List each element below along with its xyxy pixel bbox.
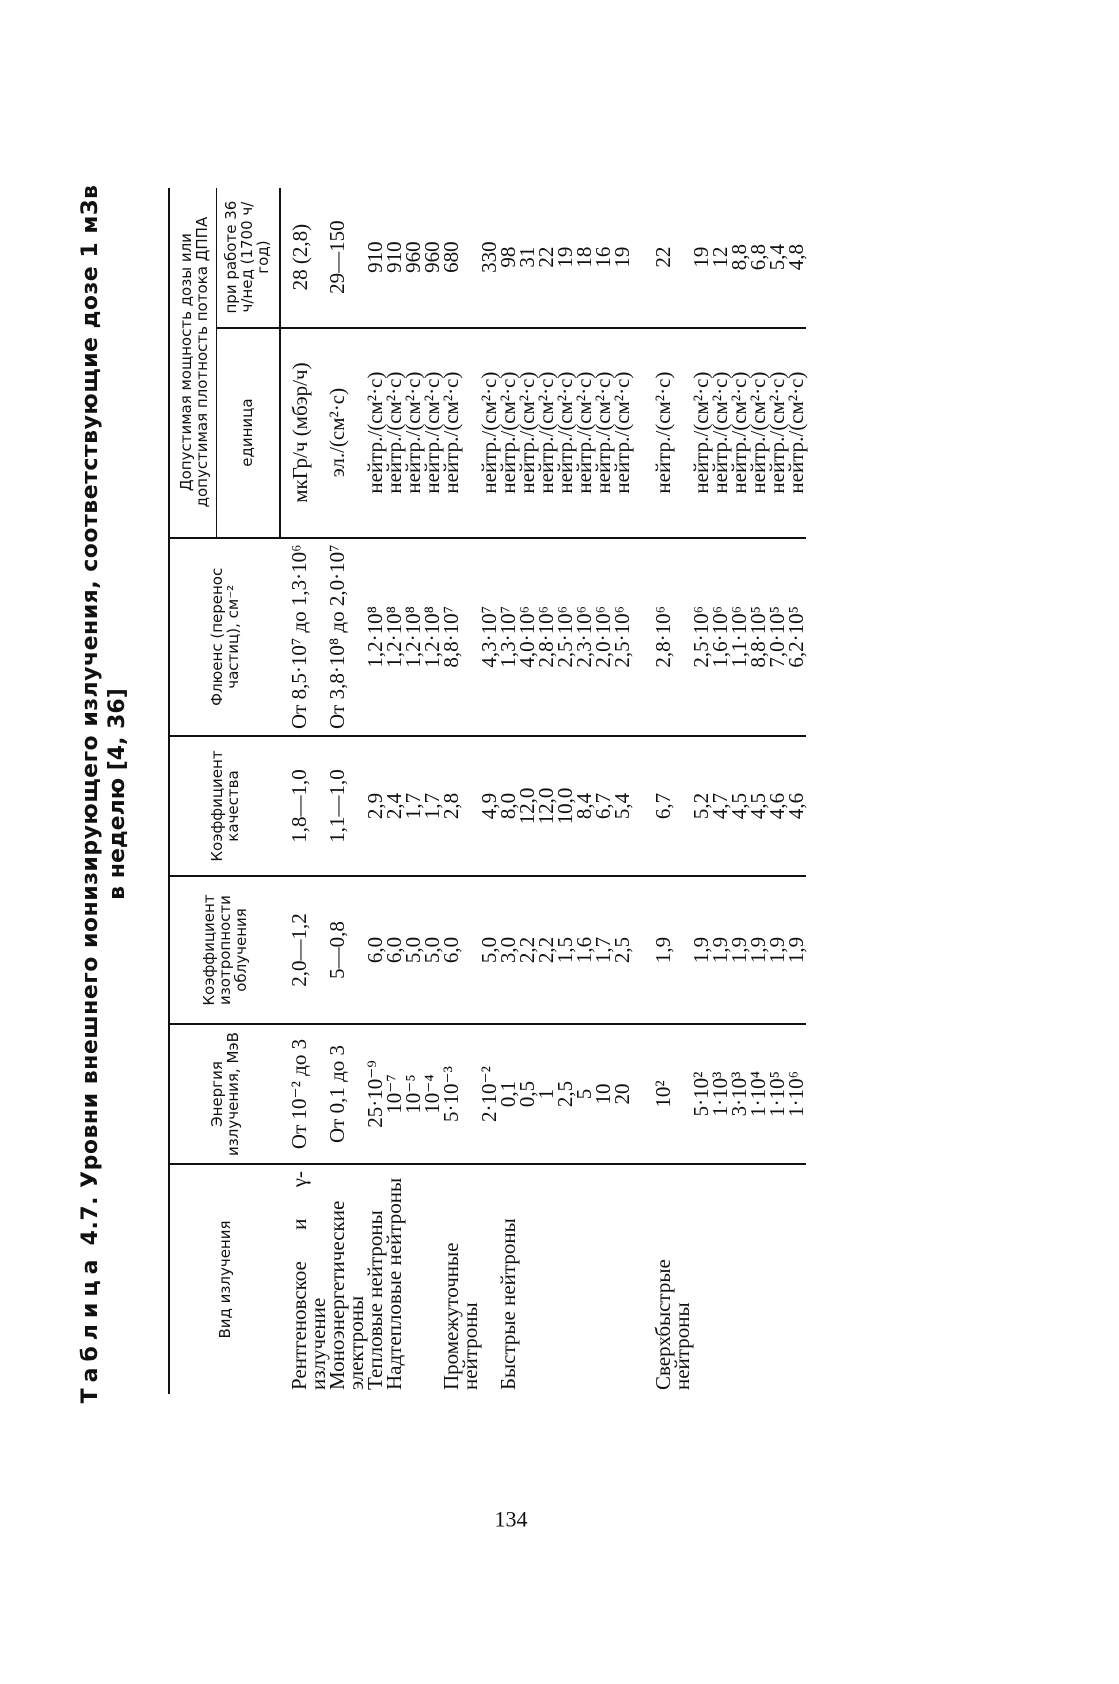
cell-quality: 12,0 bbox=[518, 736, 537, 876]
cell-quality: 4,6 bbox=[787, 736, 806, 876]
cell-value: 910 bbox=[385, 188, 404, 328]
cell-isotropy: 2,5 bbox=[613, 876, 632, 1024]
cell-value: 960 bbox=[404, 188, 423, 328]
header-group: Допустимая мощность дозы или допустимая плотность потока ДППА bbox=[169, 188, 217, 538]
cell-quality: 4,5 bbox=[749, 736, 768, 876]
cell-isotropy: 1,9 bbox=[692, 876, 711, 1024]
cell-kind: Тепловые нейтроны bbox=[363, 1210, 387, 1390]
table-row bbox=[556, 188, 575, 1394]
cell-value: 22 bbox=[632, 188, 692, 328]
table-row bbox=[594, 188, 613, 1394]
cell-unit: нейтр./(см²·с) bbox=[575, 328, 594, 538]
table-row bbox=[613, 188, 632, 1394]
cell-fluence: 2,5·10⁶ bbox=[692, 538, 711, 736]
table-row bbox=[749, 188, 768, 1394]
table-row bbox=[423, 188, 442, 1394]
caption-label: Таблица bbox=[78, 1253, 103, 1404]
cell-kind: Моноэнергетические электроны bbox=[325, 1200, 368, 1390]
cell-energy: 10⁻⁵ bbox=[404, 1024, 423, 1164]
cell-quality: 5,4 bbox=[613, 736, 632, 876]
caption-title-1: Уровни внешнего ионизирующего излучения, соответствующие дозе 1 мЗв bbox=[78, 184, 103, 1188]
cell-fluence: 4,3·10⁷ bbox=[480, 538, 499, 736]
cell-kind: Надтепловые нейтроны bbox=[382, 1177, 406, 1390]
cell-fluence: 4,0·10⁶ bbox=[518, 538, 537, 736]
cell-value: 4,8 bbox=[787, 188, 806, 328]
header-unit: единица bbox=[217, 328, 281, 538]
table-row bbox=[442, 188, 480, 1394]
cell-energy: 3·10³ bbox=[730, 1024, 749, 1164]
cell-energy: 1·10⁶ bbox=[787, 1024, 806, 1164]
cell-value: 31 bbox=[518, 188, 537, 328]
cell-value: 28 (2,8) bbox=[280, 188, 328, 328]
table-row bbox=[711, 188, 730, 1394]
cell-quality: 4,6 bbox=[768, 736, 787, 876]
cell-quality: 4,5 bbox=[730, 736, 749, 876]
cell-value: 19 bbox=[556, 188, 575, 328]
cell-fluence: 1,2·10⁸ bbox=[404, 538, 423, 736]
cell-energy: 20 bbox=[613, 1024, 632, 1164]
cell-fluence: 1,3·10⁷ bbox=[499, 538, 518, 736]
cell-quality: 8,4 bbox=[575, 736, 594, 876]
cell-isotropy: 5—0,8 bbox=[328, 876, 366, 1024]
table-row bbox=[385, 188, 404, 1394]
table-row bbox=[730, 188, 749, 1394]
cell-energy: 2,5 bbox=[556, 1024, 575, 1164]
cell-fluence: 1,2·10⁸ bbox=[385, 538, 404, 736]
table-row bbox=[575, 188, 594, 1394]
cell-fluence: 1,6·10⁶ bbox=[711, 538, 730, 736]
cell-energy: 1·10⁴ bbox=[749, 1024, 768, 1164]
caption-line-1 bbox=[78, 144, 103, 1444]
cell-unit: нейтр./(см²·с) bbox=[385, 328, 404, 538]
cell-isotropy: 5,0 bbox=[404, 876, 423, 1024]
cell-value: 8,8 bbox=[730, 188, 749, 328]
cell-value: 16 bbox=[594, 188, 613, 328]
cell-unit: эл./(см²·с) bbox=[328, 328, 366, 538]
header-energy: Энергия излучения, МэВ bbox=[169, 1024, 280, 1164]
cell-unit: нейтр./(см²·с) bbox=[518, 328, 537, 538]
caption-line-2: в неделю [4, 36] bbox=[105, 688, 130, 900]
cell-fluence: 2,5·10⁶ bbox=[613, 538, 632, 736]
cell-quality: 1,7 bbox=[404, 736, 423, 876]
cell-energy: 10⁻⁴ bbox=[423, 1024, 442, 1164]
cell-unit: нейтр./(см²·с) bbox=[556, 328, 575, 538]
cell-unit: нейтр./(см²·с) bbox=[480, 328, 499, 538]
table-caption bbox=[78, 144, 130, 1444]
cell-kind: Рентгеновское и γ-излучение bbox=[287, 1171, 330, 1390]
cell-unit: нейтр./(см²·с) bbox=[499, 328, 518, 538]
cell-unit: нейтр./(см²·с) bbox=[787, 328, 806, 538]
cell-value: 22 bbox=[537, 188, 556, 328]
cell-unit: нейтр./(см²·с) bbox=[692, 328, 711, 538]
header-kind: Вид излучения bbox=[169, 1164, 280, 1394]
cell-unit: нейтр./(см²·с) bbox=[442, 328, 480, 538]
cell-fluence: 2,5·10⁶ bbox=[556, 538, 575, 736]
table-row bbox=[328, 188, 366, 1394]
cell-quality: 2,8 bbox=[442, 736, 480, 876]
cell-unit: нейтр./(см²·с) bbox=[366, 328, 385, 538]
cell-fluence: 7,0·10⁵ bbox=[768, 538, 787, 736]
cell-energy: 0,1 bbox=[499, 1024, 518, 1164]
radiation-levels-table bbox=[168, 188, 806, 1394]
cell-quality: 6,7 bbox=[632, 736, 692, 876]
cell-value: 330 bbox=[480, 188, 499, 328]
cell-unit: нейтр./(см²·с) bbox=[711, 328, 730, 538]
caption-number: 4.7. bbox=[78, 1195, 103, 1246]
cell-isotropy: 2,2 bbox=[537, 876, 556, 1024]
page-number-text: 134 bbox=[494, 1506, 528, 1532]
cell-energy: 5 bbox=[575, 1024, 594, 1164]
cell-energy: 25·10⁻⁹ bbox=[366, 1024, 385, 1164]
cell-value: 12 bbox=[711, 188, 730, 328]
header-fluence: Флюенс (перенос частиц), см⁻² bbox=[169, 538, 280, 736]
cell-kind: Сверхбыстрые нейтроны bbox=[651, 1259, 694, 1390]
cell-value: 6,8 bbox=[749, 188, 768, 328]
cell-isotropy: 1,9 bbox=[730, 876, 749, 1024]
page-number bbox=[480, 1496, 540, 1532]
table-body bbox=[280, 188, 806, 1394]
cell-energy: 0,5 bbox=[518, 1024, 537, 1164]
cell-isotropy: 1,9 bbox=[711, 876, 730, 1024]
cell-quality: 12,0 bbox=[537, 736, 556, 876]
cell-quality: 1,1—1,0 bbox=[328, 736, 366, 876]
cell-unit: нейтр./(см²·с) bbox=[423, 328, 442, 538]
cell-unit: нейтр./(см²·с) bbox=[404, 328, 423, 538]
header-work: при работе 36 ч/нед (1700 ч/год) bbox=[217, 188, 281, 328]
cell-quality: 10,0 bbox=[556, 736, 575, 876]
table-row bbox=[632, 188, 692, 1394]
cell-isotropy: 1,5 bbox=[556, 876, 575, 1024]
cell-fluence: 1,2·10⁸ bbox=[366, 538, 385, 736]
cell-fluence: 1,1·10⁶ bbox=[730, 538, 749, 736]
cell-fluence: 1,2·10⁸ bbox=[423, 538, 442, 736]
cell-fluence: 2,3·10⁶ bbox=[575, 538, 594, 736]
cell-value: 18 bbox=[575, 188, 594, 328]
cell-quality: 2,9 bbox=[366, 736, 385, 876]
cell-quality: 4,7 bbox=[711, 736, 730, 876]
cell-isotropy: 6,0 bbox=[385, 876, 404, 1024]
table-row bbox=[480, 188, 499, 1394]
cell-value: 5,4 bbox=[768, 188, 787, 328]
cell-energy: 10⁻⁷ bbox=[385, 1024, 404, 1164]
cell-fluence: От 3,8·10⁸ до 2,0·10⁷ bbox=[328, 538, 366, 736]
cell-unit: нейтр./(см²·с) bbox=[594, 328, 613, 538]
cell-unit: нейтр./(см²·с) bbox=[730, 328, 749, 538]
cell-isotropy: 2,0—1,2 bbox=[280, 876, 328, 1024]
cell-fluence: 2,8·10⁶ bbox=[632, 538, 692, 736]
cell-unit: нейтр./(см²·с) bbox=[749, 328, 768, 538]
cell-quality: 2,4 bbox=[385, 736, 404, 876]
cell-unit: мкГр/ч (мбэр/ч) bbox=[280, 328, 328, 538]
cell-isotropy: 3,0 bbox=[499, 876, 518, 1024]
cell-unit: нейтр./(см²·с) bbox=[632, 328, 692, 538]
cell-isotropy: 1,9 bbox=[787, 876, 806, 1024]
cell-isotropy: 2,2 bbox=[518, 876, 537, 1024]
cell-quality: 1,7 bbox=[423, 736, 442, 876]
cell-energy: 10² bbox=[632, 1024, 692, 1164]
cell-fluence: 8,8·10⁷ bbox=[442, 538, 480, 736]
cell-fluence: 2,8·10⁶ bbox=[537, 538, 556, 736]
cell-kind: Быстрые нейтроны bbox=[496, 1218, 520, 1390]
cell-energy: 5·10⁻³ bbox=[442, 1024, 480, 1164]
table-row bbox=[280, 188, 328, 1394]
cell-energy: 5·10² bbox=[692, 1024, 711, 1164]
cell-energy: От 10⁻² до 3 bbox=[280, 1024, 328, 1164]
cell-isotropy: 1,9 bbox=[749, 876, 768, 1024]
cell-isotropy: 1,9 bbox=[768, 876, 787, 1024]
cell-energy: 1·10³ bbox=[711, 1024, 730, 1164]
cell-energy: 2·10⁻² bbox=[480, 1024, 499, 1164]
cell-unit: нейтр./(см²·с) bbox=[537, 328, 556, 538]
cell-quality: 1,8—1,0 bbox=[280, 736, 328, 876]
cell-fluence: От 8,5·10⁷ до 1,3·10⁶ bbox=[280, 538, 328, 736]
cell-quality: 8,0 bbox=[499, 736, 518, 876]
cell-value: 19 bbox=[613, 188, 632, 328]
table-row bbox=[692, 188, 711, 1394]
cell-kind: Промежуточные нейтроны bbox=[439, 1242, 482, 1390]
cell-quality: 5,2 bbox=[692, 736, 711, 876]
cell-unit: нейтр./(см²·с) bbox=[613, 328, 632, 538]
cell-isotropy: 5,0 bbox=[423, 876, 442, 1024]
cell-fluence: 2,0·10⁶ bbox=[594, 538, 613, 736]
cell-value: 98 bbox=[499, 188, 518, 328]
cell-fluence: 8,8·10⁵ bbox=[749, 538, 768, 736]
cell-value: 960 bbox=[423, 188, 442, 328]
cell-value: 19 bbox=[692, 188, 711, 328]
table-row bbox=[768, 188, 787, 1394]
cell-isotropy: 5,0 bbox=[480, 876, 499, 1024]
cell-isotropy: 6,0 bbox=[442, 876, 480, 1024]
cell-energy: 1·10⁵ bbox=[768, 1024, 787, 1164]
cell-unit: нейтр./(см²·с) bbox=[768, 328, 787, 538]
table-row bbox=[404, 188, 423, 1394]
header-quality: Коэффициент качества bbox=[169, 736, 280, 876]
cell-isotropy: 6,0 bbox=[366, 876, 385, 1024]
cell-value: 29—150 bbox=[328, 188, 366, 328]
cell-isotropy: 1,7 bbox=[594, 876, 613, 1024]
cell-energy: 1 bbox=[537, 1024, 556, 1164]
cell-energy: От 0,1 до 3 bbox=[328, 1024, 366, 1164]
cell-energy: 10 bbox=[594, 1024, 613, 1164]
cell-value: 910 bbox=[366, 188, 385, 328]
cell-quality: 6,7 bbox=[594, 736, 613, 876]
cell-isotropy: 1,6 bbox=[575, 876, 594, 1024]
cell-isotropy: 1,9 bbox=[632, 876, 692, 1024]
cell-fluence: 6,2·10⁵ bbox=[787, 538, 806, 736]
table-row bbox=[787, 188, 806, 1394]
header-isotropy: Коэффициент изотропности облучения bbox=[169, 876, 280, 1024]
cell-value: 680 bbox=[442, 188, 480, 328]
cell-quality: 4,9 bbox=[480, 736, 499, 876]
